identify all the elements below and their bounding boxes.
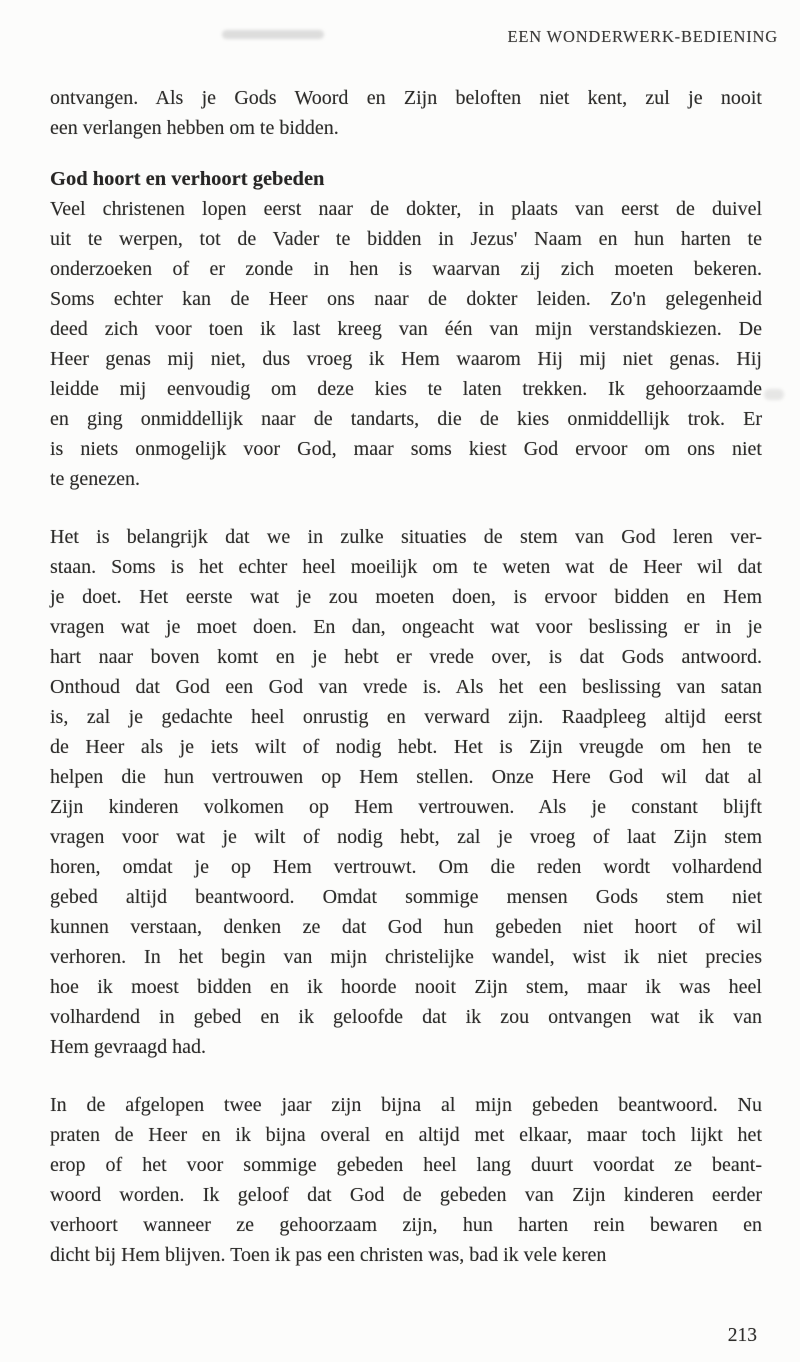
text-line: vragen voor wat je wilt of nodig hebt, zal je vroeg of laat Zijn stem [50,826,762,848]
text-line: Veel christenen lopen eerst naar de dokter, in plaats van eerst de duivel [50,198,762,220]
scan-smudge [764,389,784,400]
book-page [0,27,800,1362]
text-line: en ging onmiddellijk naar de tandarts, die de kies onmiddellijk trok. Er [50,408,762,430]
running-header: EEN WONDERWERK-BEDIENING [507,27,778,46]
text-column [50,83,762,1270]
text-line: ontvangen. Als je Gods Woord en Zijn beloften niet kent, zul je nooit [50,87,762,109]
text-line: hart naar boven komt en je hebt er vrede over, is dat Gods antwoord. [50,646,762,668]
text-line: helpen die hun vertrouwen op Hem stellen. Onze Here God wil dat al [50,766,762,788]
text-line: Heer genas mij niet, dus vroeg ik Hem waarom Hij mij niet genas. Hij [50,348,762,370]
text-line: gebed altijd beantwoord. Omdat sommige mensen Gods stem niet [50,886,762,908]
text-line: In de afgelopen twee jaar zijn bijna al mijn gebeden beantwoord. Nu [50,1094,762,1116]
text-line: deed zich voor toen ik last kreeg van één van mijn verstandskiezen. De [50,318,762,340]
text-line: verhoort wanneer ze gehoorzaam zijn, hun harten rein bewaren en [50,1214,762,1236]
text-line: uit te werpen, tot de Vader te bidden in Jezus' Naam en hun harten te [50,228,762,250]
text-line: staan. Soms is het echter heel moeilijk om te weten wat de Heer wil dat [50,556,762,578]
text-line: hoe ik moest bidden en ik hoorde nooit Zijn stem, maar ik was heel [50,976,762,998]
text-line: Zijn kinderen volkomen op Hem vertrouwen. Als je constant blijft [50,796,762,818]
text-line: is niets onmogelijk voor God, maar soms kiest God ervoor om ons niet [50,438,762,460]
text-line: vragen wat je moet doen. En dan, ongeacht wat voor beslissing er in je [50,616,762,638]
text-line: praten de Heer en ik bijna overal en altijd met elkaar, maar toch lijkt het [50,1124,762,1146]
text-line: Het is belangrijk dat we in zulke situaties de stem van God leren ver- [50,526,762,548]
page-number: 213 [727,1325,757,1346]
text-line: horen, omdat je op Hem vertrouwt. Om die reden wordt volhardend [50,856,762,878]
scan-smudge [222,30,324,39]
paragraph [50,83,762,143]
text-line: kunnen verstaan, denken ze dat God hun gebeden niet hoort of wil [50,916,762,938]
text-line: leidde mij eenvoudig om deze kies te laten trekken. Ik gehoorzaamde [50,378,762,400]
section-heading: God hoort en verhoort gebeden [50,168,325,190]
paragraph [50,522,762,1062]
text-line: Soms echter kan de Heer ons naar de dokter leiden. Zo'n gelegenheid [50,288,762,310]
text-line: je doet. Het eerste wat je zou moeten doen, is ervoor bidden en Hem [50,586,762,608]
paragraph [50,194,762,494]
text-line: onderzoeken of er zonde in hen is waarvan zij zich moeten bekeren. [50,258,762,280]
text-line: woord worden. Ik geloof dat God de gebeden van Zijn kinderen eerder [50,1184,762,1206]
text-line: dicht bij Hem blijven. Toen ik pas een christen was, bad ik vele keren [50,1244,607,1266]
text-line: is, zal je gedachte heel onrustig en verward zijn. Raadpleeg altijd eerst [50,706,762,728]
text-line: erop of het voor sommige gebeden heel lang duurt voordat ze beant- [50,1154,762,1176]
text-line: Onthoud dat God een God van vrede is. Als het een beslissing van satan [50,676,762,698]
text-line: verhoren. In het begin van mijn christelijke wandel, wist ik niet precies [50,946,762,968]
text-line: volhardend in gebed en ik geloofde dat ik zou ontvangen wat ik van [50,1006,762,1028]
text-line: een verlangen hebben om te bidden. [50,117,339,139]
paragraph [50,1090,762,1270]
text-line: te genezen. [50,468,140,490]
text-line: Hem gevraagd had. [50,1036,207,1058]
text-line: de Heer als je iets wilt of nodig hebt. Het is Zijn vreugde om hen te [50,736,762,758]
